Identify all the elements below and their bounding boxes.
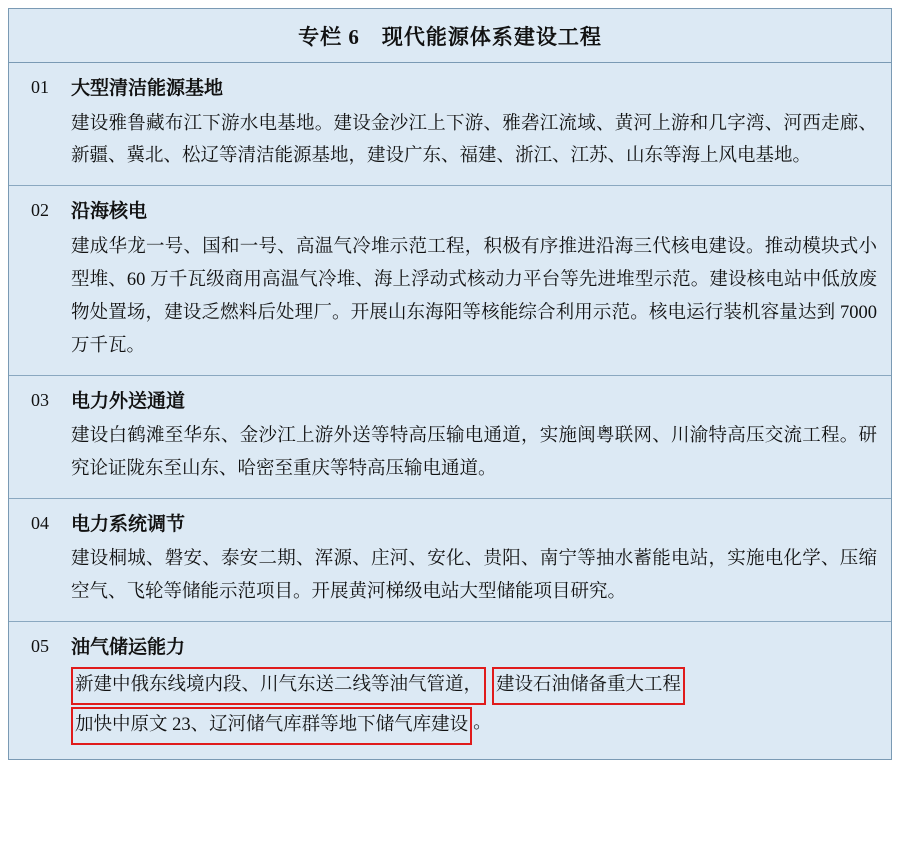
highlight-box-gas-storage: 加快中原文 23、辽河储气库群等地下储气库建设 [71, 707, 472, 745]
row-body [71, 376, 891, 498]
table-row [9, 186, 891, 375]
row-number: 02 [31, 200, 49, 221]
item-title: 油气储运能力 [71, 637, 186, 659]
highlight-box-oil-reserve: 建设石油储备重大工程 [492, 667, 685, 705]
row-body [71, 499, 891, 621]
item-text: 建设白鹤滩至华东、金沙江上游外送等特高压输电通道，实施闽粤联网、川渝特高压交流工程。研究论证陇东至山东、哈密至重庆等特高压输电通道。 [71, 426, 877, 479]
table-row [9, 499, 891, 622]
item-title: 大型清洁能源基地 [71, 78, 224, 99]
row-number: 01 [31, 77, 49, 97]
line-2-tail: 。 [473, 712, 492, 733]
highlighted-text-group [71, 667, 877, 745]
table-row [9, 622, 891, 758]
highlighted-line-2 [71, 707, 877, 745]
row-body [71, 186, 891, 374]
highlight-box-pipelines: 新建中俄东线境内段、川气东送二线等油气管道， [71, 667, 486, 705]
panel-title [9, 9, 891, 63]
highlighted-line-1 [71, 667, 877, 705]
item-text: 建成华龙一号、国和一号、高温气冷堆示范工程，积极有序推进沿海三代核电建设。推动模块式小型堆、60 万千瓦级商用高温气冷堆、海上浮动式核动力平台等先进堆型示范。建设核电站中低放废物处置场，建设乏燃料后处理厂。开展山东海阳等核能综合利用示范。核电运行装机容量达到 7000 万千瓦。 [71, 236, 877, 356]
panel-title-label: 专栏 6 [298, 25, 360, 49]
panel-title-text: 现代能源体系建设工程 [381, 25, 602, 49]
feature-box-panel [8, 8, 892, 760]
row-number: 03 [31, 389, 49, 410]
row-number: 05 [31, 636, 49, 657]
table-row [9, 376, 891, 499]
item-text: 建设雅鲁藏布江下游水电基地。建设金沙江上下游、雅砻江流域、黄河上游和几字湾、河西走廊、新疆、冀北、松辽等清洁能源基地，建设广东、福建、浙江、江苏、山东等海上风电基地。 [71, 113, 877, 167]
row-body [71, 622, 891, 758]
table-row [9, 63, 891, 186]
row-number: 04 [31, 512, 49, 533]
item-text: 建设桐城、磐安、泰安二期、浑源、庄河、安化、贵阳、南宁等抽水蓄能电站，实施电化学、压缩空气、飞轮等储能示范项目。开展黄河梯级电站大型储能项目研究。 [71, 549, 877, 603]
item-title: 沿海核电 [71, 201, 148, 223]
row-body [71, 63, 891, 185]
item-title: 电力系统调节 [71, 513, 186, 535]
item-title: 电力外送通道 [71, 390, 186, 412]
